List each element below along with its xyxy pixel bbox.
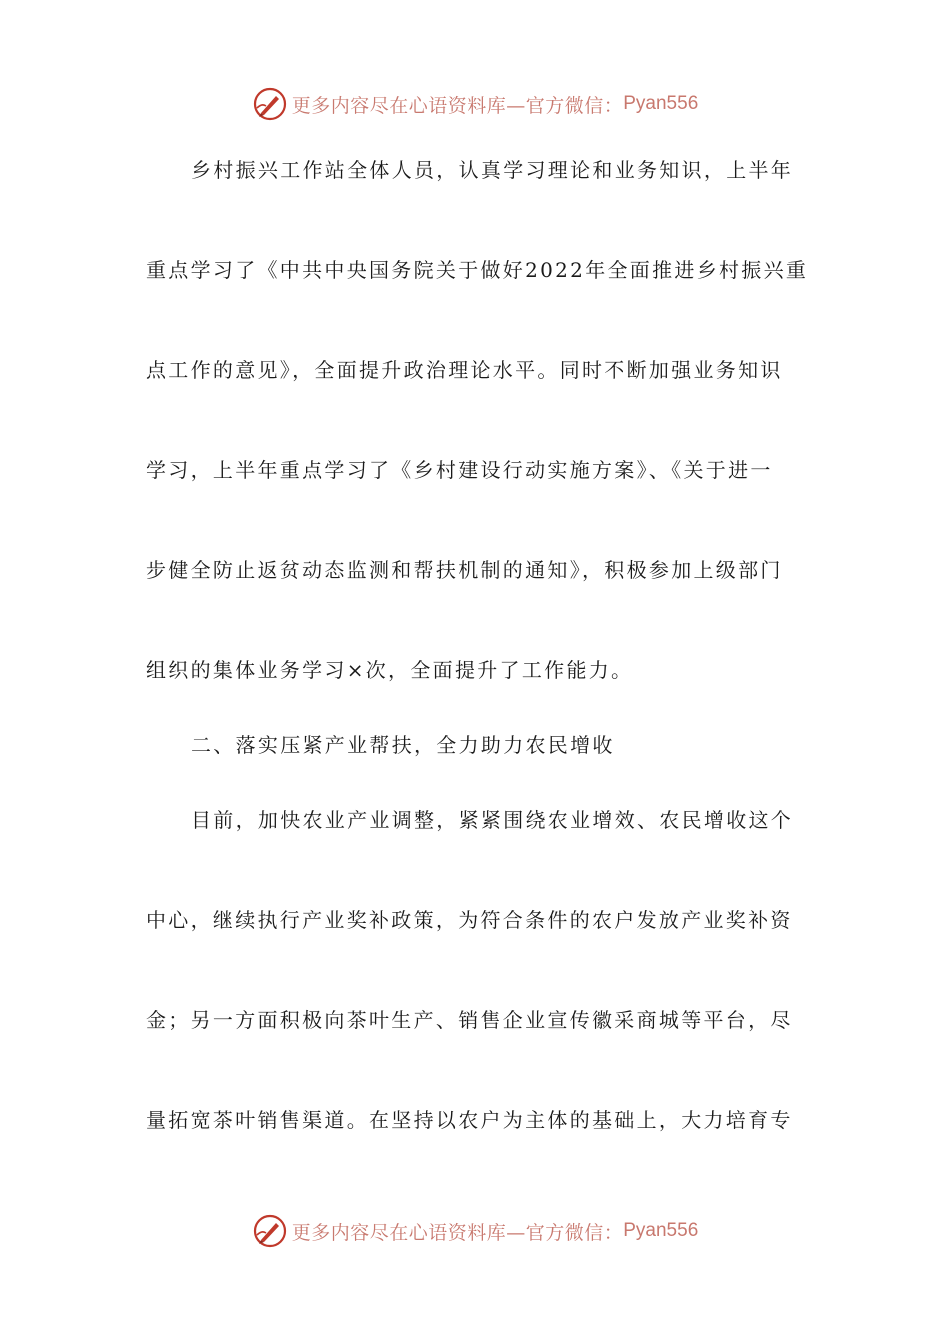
paragraph-1-line-1: 乡村振兴工作站全体人员，认真学习理论和业务知识，上半年 bbox=[191, 158, 794, 182]
paragraph-1-line-5: 步健全防止返贫动态监测和帮扶机制的通知》，积极参加上级部门 bbox=[146, 558, 783, 582]
header-watermark bbox=[0, 84, 950, 124]
document-body bbox=[146, 148, 809, 1198]
section-heading-2: 二、落实压紧产业帮扶，全力助力农民增收 bbox=[191, 733, 615, 757]
footer-watermark bbox=[0, 1211, 950, 1251]
paragraph-1-line-3: 点工作的意见》，全面提升政治理论水平。同时不断加强业务知识 bbox=[146, 358, 783, 382]
watermark-text: 更多内容尽在心语资料库—官方微信： bbox=[291, 94, 624, 117]
paragraph-1-line-6: 组织的集体业务学习×次，全面提升了工作能力。 bbox=[146, 658, 634, 682]
watermark-text: 更多内容尽在心语资料库—官方微信： bbox=[291, 1221, 624, 1244]
watermark-wechat-id: Pyan556 bbox=[623, 93, 699, 114]
paragraph-2-line-4: 量拓宽茶叶销售渠道。在坚持以农户为主体的基础上，大力培育专 bbox=[146, 1108, 793, 1132]
paragraph-2-line-1: 目前，加快农业产业调整，紧紧围绕农业增效、农民增收这个 bbox=[191, 808, 794, 832]
pen-logo-icon bbox=[252, 1213, 288, 1249]
paragraph-2-line-3: 金；另一方面积极向茶叶生产、销售企业宣传徽采商城等平台，尽 bbox=[146, 1008, 793, 1032]
paragraph-2-line-2: 中心，继续执行产业奖补政策，为符合条件的农户发放产业奖补资 bbox=[146, 908, 793, 932]
watermark-wechat-id: Pyan556 bbox=[623, 1220, 699, 1241]
paragraph-1-line-4: 学习，上半年重点学习了《乡村建设行动实施方案》、《关于进一 bbox=[146, 458, 773, 482]
paragraph-1-line-2: 重点学习了《中共中央国务院关于做好2022年全面推进乡村振兴重 bbox=[146, 258, 809, 282]
pen-logo-icon bbox=[252, 86, 288, 122]
